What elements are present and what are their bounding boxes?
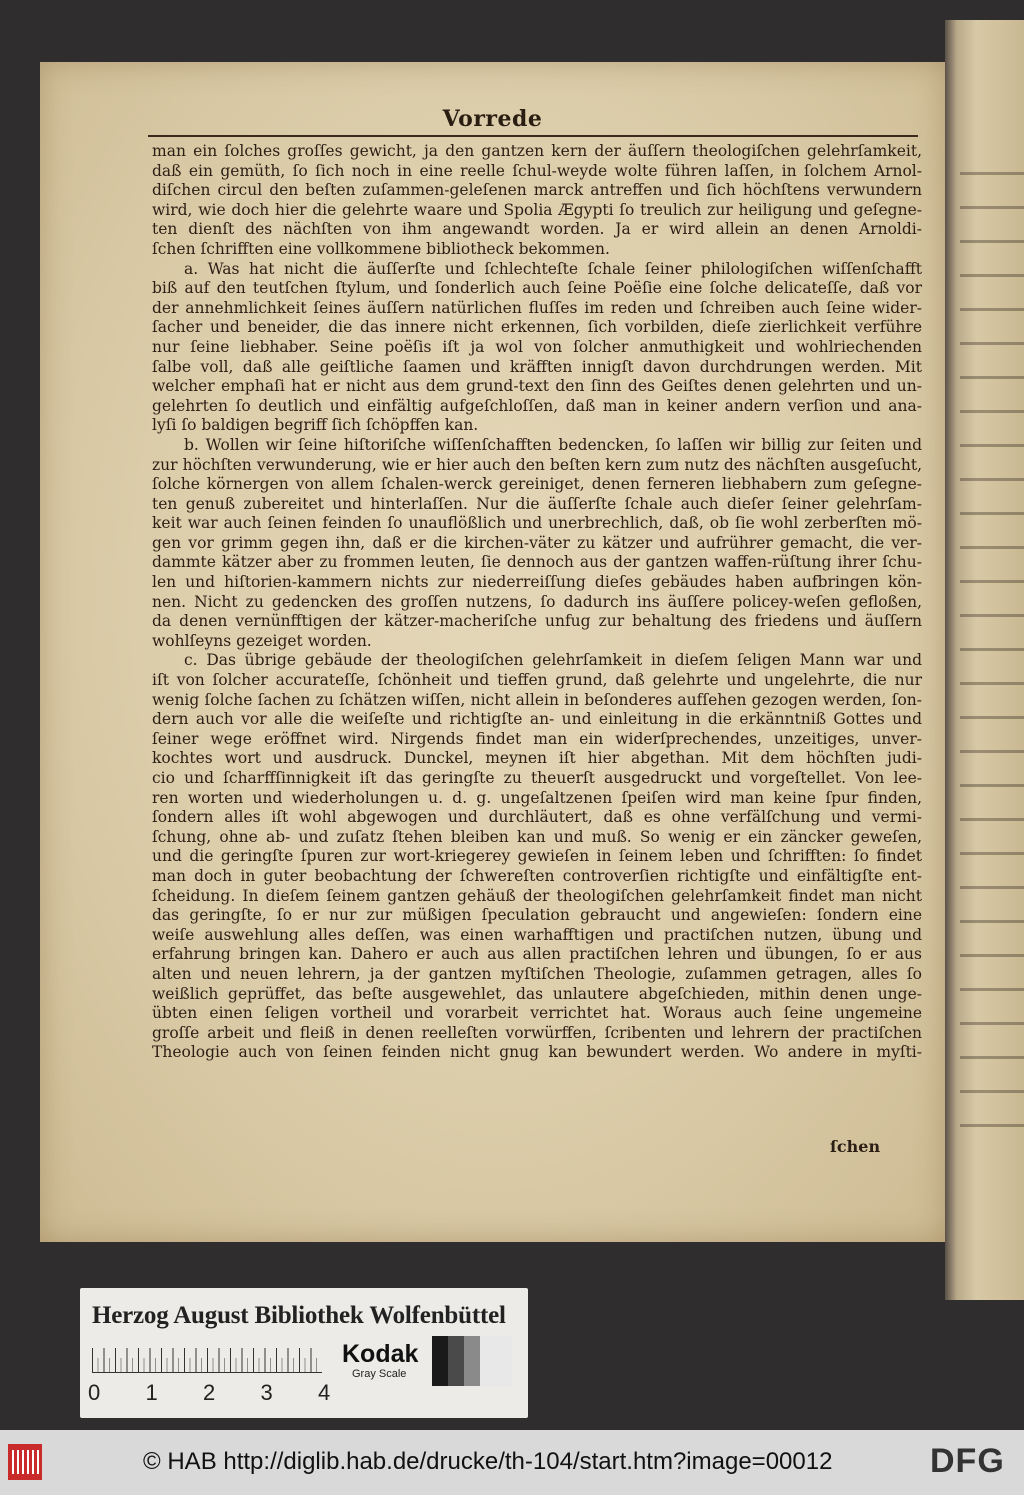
body-text xyxy=(152,142,922,1063)
text-line: Theologie auch von ſeinen feinden nicht gnug kan bewundert werden. Wo andere in myſti- xyxy=(152,1043,922,1062)
text-line: ſolche körnergen von allem ſchalen-werck gereiniget, denen ferneren liebhabern zum geſegne- xyxy=(152,475,922,494)
footer-bar xyxy=(0,1430,1024,1495)
gray-swatch xyxy=(480,1336,512,1386)
text-line: und die geringſte ſpuren zur wort-kriegerey gewieſen in ſeinem leben und ſchrifften: ſo findet xyxy=(152,847,922,866)
text-line: lyſi ſo baldigen begriff ſich ſchöpffen kan. xyxy=(152,416,479,435)
text-line: ten genuß zubereitet und hinterlaſſen. Nur die äuſſerſte ſchale auch dieſer ſeiner gelehrſam- xyxy=(152,494,922,513)
text-line: biß auf den teutſchen ſtylum, und ſonderlich auch ſeine Poëſie eine ſolche delicateſſe, daß vor xyxy=(152,279,922,298)
text-line: b. Wollen wir ſeine hiſtoriſche wiſſenſchafften bedencken, ſo laſſen wir billig zur ſeiten und xyxy=(184,435,922,454)
text-line: ſeiner wege eröffnet wird. Nirgends findet man ein widerſprechendes, unzeitiges, unver- xyxy=(152,729,922,748)
ruler-number: 4 xyxy=(318,1380,331,1405)
text-line: ſondern alles iſt wohl abgewogen und durchläutert, daß es ohne verfälſchung und vermi- xyxy=(152,808,922,827)
text-line: alten und neuen lehrern, ja der gantzen myſtiſchen Theologie, zuſammen getragen, alles ſo xyxy=(152,964,922,983)
text-line: weiſe auswehlung alles deſſen, was einen warhafftigen und practiſchen nutzen, übung und xyxy=(152,925,922,944)
text-line: ſcheidung. In dieſem ſeinem gantzen gehäuß der theologiſchen gelehrſamkeit findet man nicht xyxy=(152,886,922,905)
catchword: ſchen xyxy=(830,1137,881,1156)
text-line: wird, wie doch hier die gelehrte waare und Spolia Ægypti ſo treulich zur heiligung und geſegne- xyxy=(152,200,922,219)
card-title: Herzog August Bibliothek Wolfenbüttel xyxy=(92,1302,506,1329)
hab-logo-icon xyxy=(8,1444,42,1480)
facing-page-text xyxy=(960,150,1024,1150)
color-card xyxy=(80,1288,528,1418)
gray-swatch xyxy=(448,1336,464,1386)
ruler xyxy=(92,1348,322,1373)
text-line: kochtes wort und ausdruck. Dunckel, meynen iſt hier abgethan. Mit dem höchſten judi- xyxy=(152,749,922,768)
text-line: ſchung, ohne ab- und zuſatz ſtehen bleiben kan und muß. So wenig er ein zäncker geweſen, xyxy=(152,827,922,846)
text-line: ſacher und beneider, die das innere nicht erkennen, ſich vorbilden, dieſe zierlichkeit verführe xyxy=(152,318,922,337)
text-line: a. Was hat nicht die äuſſerſte und ſchlechteſte ſchale ſeiner philologiſchen wiſſenſchafft xyxy=(184,259,922,278)
text-line: nen. Nicht zu gedencken des groſſen nutzens, ſo dadurch ins äuſſere policey-weſen gefloßen, xyxy=(152,592,922,611)
text-line: der annehmlichkeit ſeines äuſſern natürlichen fluſſes im reden und ſchreiben auch ſeine wider- xyxy=(152,298,922,317)
book-page xyxy=(40,62,945,1242)
gray-swatch xyxy=(432,1336,448,1386)
text-line: ren worten und wiederholungen u. d. g. ungeſaltzenen ſpeiſen wird man keine ſpur finden, xyxy=(152,788,922,807)
text-line: wenig ſolche ſachen zu ſchätzen wiſſen, nicht allein in beſonderes aufſehen gezogen werden, ſon- xyxy=(152,690,922,709)
header-rule xyxy=(148,135,918,137)
text-line: welcher emphaſi hat er nicht aus dem grund-text den ſinn des Geiſtes denen gelehrten und un- xyxy=(152,377,922,396)
text-line: gelehrten ſo deutlich und einfältig aufgeſchloſſen, daß man in keiner andern verſion und ana- xyxy=(152,396,922,415)
ruler-number: 2 xyxy=(203,1380,216,1405)
text-line: groſſe arbeit und fleiß in denen reelleſten vorwürffen, ſcribenten und lehrern der practiſchen xyxy=(152,1023,922,1042)
text-line: diſchen circul den beſten zuſammen-geleſenen marck antreffen und ſich höchſtens verwundern xyxy=(152,181,922,200)
text-line: len und hiſtorien-kammern nichts zur niederreiſſung dieſes gebäudes haben aufbringen kön- xyxy=(152,573,922,592)
text-line: zur höchſten verwunderung, wie er hier auch den beſten kern zum nutz des nächſten ausgeſucht, xyxy=(152,455,922,474)
dfg-logo: DFG xyxy=(930,1442,1005,1480)
text-line: ſalbe voll, daß alle geiſtliche ſaamen und kräfften innigſt davon durchdrungen werden. Mit xyxy=(152,357,922,376)
text-line: daß ein gemüth, ſo ſich noch in eine reelle ſchul-weyde wolte führen laſſen, in ſolchem Arnol- xyxy=(152,161,922,180)
text-line: dern auch vor alle die weiſeſte und richtigſte an- und einleitung in die erkänntniß Gottes und xyxy=(152,710,922,729)
text-line: cio und ſcharffſinnigkeit iſt das geringſte zu theuerſt ausgedruckt und vorgeſtellet. Von lee- xyxy=(152,769,922,787)
text-line: das geringſte, ſo er nur zur müßigen ſpeculation gebraucht und angewieſen: ſondern eine xyxy=(152,906,922,925)
text-line: man doch in guter beobachtung der ſchwereſten controverſien richtigſte und einfältigſte ent- xyxy=(152,866,922,885)
text-line: dammte kätzer aber zu frommen leuten, ſie dennoch aus der gantzen waffen-rüſtung ihrer ſchu- xyxy=(152,553,922,572)
text-line: da denen vernünfftigen der kätzer-macheriſche unfug zur behaltung des friedens und äuſſern xyxy=(152,612,922,631)
text-line: wohlſeyns gezeiget worden. xyxy=(152,631,372,650)
gray-swatch xyxy=(464,1336,480,1386)
text-line: gen vor grimm gegen ihn, daß er die kirchen-väter zu kätzer und aufrührer gemacht, die ver- xyxy=(152,533,922,552)
text-line: erfahrung bringen kan. Dahero er auch aus allen practiſchen lehren und übungen, ſo er aus xyxy=(152,945,922,964)
ruler-number: 3 xyxy=(260,1380,273,1405)
ruler-number: 0 xyxy=(88,1380,101,1405)
text-line: c. Das übrige gebäude der theologiſchen gelehrſamkeit in dieſem ſeligen Mann war und xyxy=(184,651,922,670)
text-line: iſt von ſolcher accurateſſe, ſchönheit und tieffen grund, daß gelehrte und ungelehrte, die nur xyxy=(152,671,922,690)
kodak-logo: Kodak xyxy=(342,1340,419,1368)
running-header: Vorrede xyxy=(442,106,543,132)
ruler-number: 1 xyxy=(145,1380,158,1405)
text-line: keit war auch ſeinen feinden ſo unauflößlich und unerbrechlich, daß, ob ſie wohl zerberſten mö- xyxy=(152,514,922,533)
ruler-minor-ticks xyxy=(92,1358,322,1372)
text-line: weißlich geprüffet, das beſte ausgewehlet, das unlautere abgeſchieden, mithin denen unge- xyxy=(152,984,922,1003)
gray-scale-label: Gray Scale xyxy=(352,1368,407,1380)
text-line: ten dienſt des nächſten von ihm angewandt worden. Ja er wird allein an denen Arnoldi- xyxy=(152,220,922,239)
text-line: nur ſeine liebhaber. Seine poëſis iſt ja wol von ſolcher anmuthigkeit und wohlriechenden xyxy=(152,337,922,356)
text-line: ſchen ſchrifften eine vollkommene bibliotheck bekommen. xyxy=(152,239,610,258)
copyright-url[interactable]: © HAB http://diglib.hab.de/drucke/th-104/start.htm?image=00012 xyxy=(143,1448,833,1475)
text-line: übten einen ſeligen vortheil und vorarbeit verrichtet hat. Woraus auch ſeine ungemeine xyxy=(152,1004,922,1023)
text-line: man ein ſolches groſſes gewicht, ja den gantzen kern der äuſſern theologiſchen gelehrſamkeit, xyxy=(152,142,922,160)
